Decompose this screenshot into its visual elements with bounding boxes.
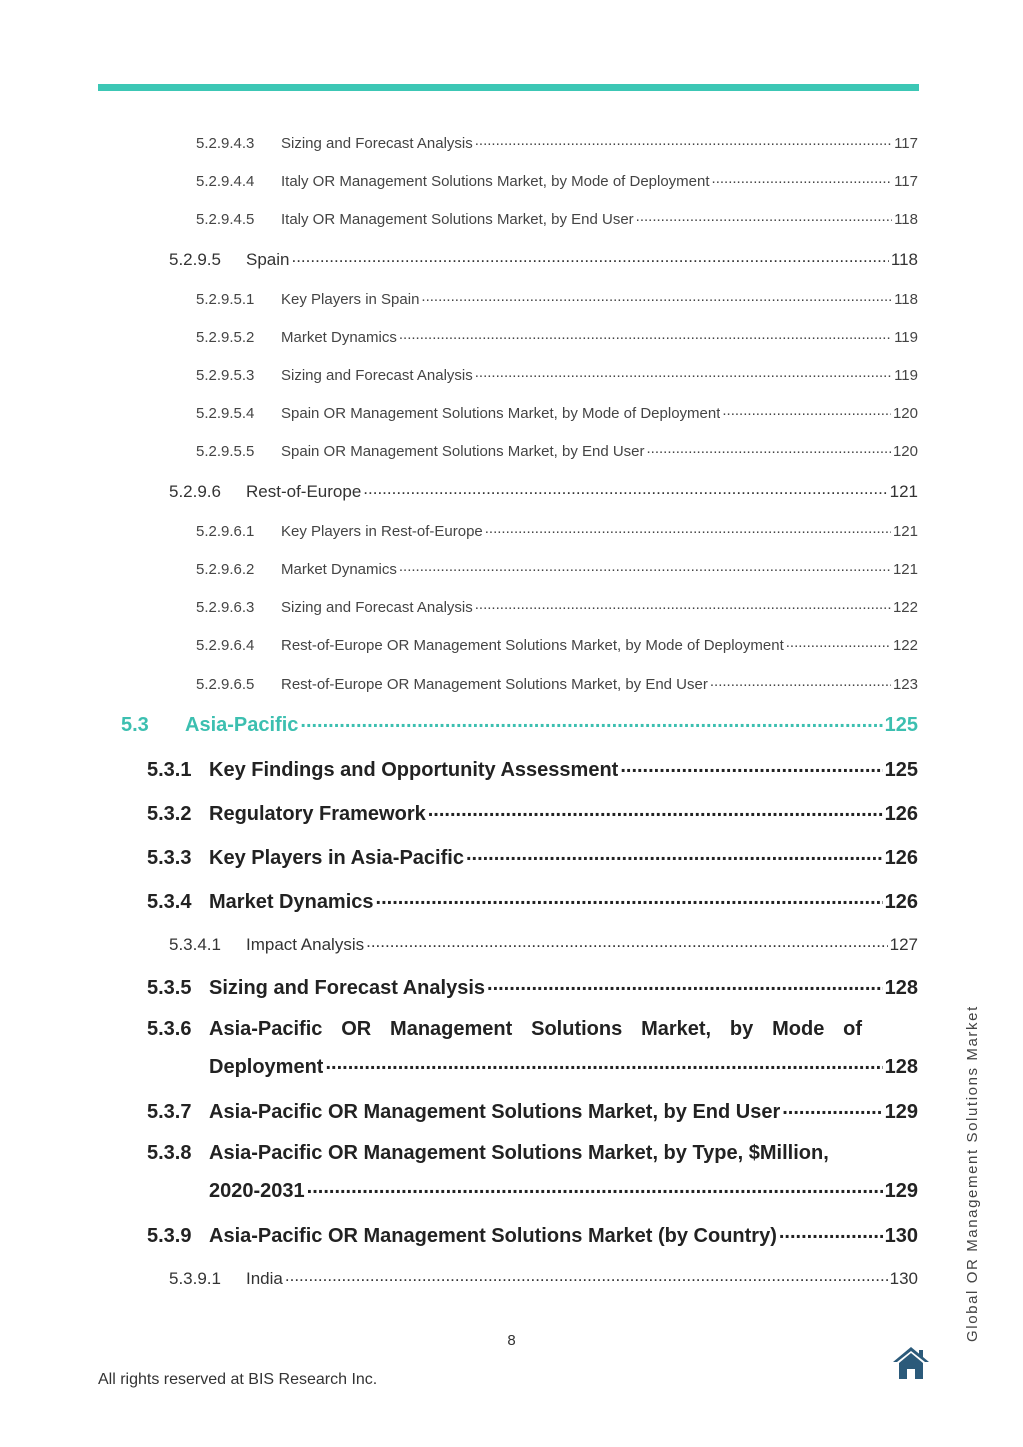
toc-entry-number: 5.3.4.1	[169, 935, 221, 954]
toc-entry-title: Market Dynamics	[209, 891, 374, 913]
page-number: 8	[507, 1332, 516, 1349]
toc-entry-title: Regulatory Framework	[209, 803, 426, 825]
toc-entry-page: 120	[892, 405, 918, 422]
toc-entry-page: 118	[890, 250, 918, 269]
toc-entry-page: 117	[894, 135, 918, 152]
toc-entry-title: Sizing and Forecast Analysis	[281, 599, 473, 616]
toc-entry-title: Market Dynamics	[281, 561, 397, 578]
toc-entry-title: Italy OR Management Solutions Market, by End User	[281, 211, 634, 228]
dot-leader	[786, 635, 891, 650]
dot-leader	[636, 209, 892, 224]
toc-entry-title: India	[246, 1269, 283, 1288]
toc-entry-page: 117	[894, 173, 918, 190]
home-icon[interactable]	[891, 1345, 931, 1381]
toc-entry[interactable]	[196, 365, 918, 384]
toc-entry-page: 121	[892, 523, 918, 540]
dot-leader	[475, 365, 892, 380]
toc-entry-title: Asia-Pacific OR Management Solutions Market (by Country)	[209, 1225, 777, 1247]
toc-entry-page: 125	[884, 759, 918, 781]
toc-entry-page: 121	[889, 482, 918, 501]
toc-entry[interactable]	[196, 559, 918, 578]
toc-entry-title: Key Findings and Opportunity Assessment	[209, 759, 619, 781]
toc-entry[interactable]	[196, 441, 918, 460]
dot-leader	[782, 1098, 882, 1118]
toc-entry-title: Rest-of-Europe	[246, 482, 362, 501]
toc-entry-page: 128	[884, 1056, 918, 1078]
toc-entry-page: 127	[889, 935, 918, 954]
toc-entry-title: Spain OR Management Solutions Market, by Mode of Deployment	[281, 405, 721, 422]
toc-entry-title: Impact Analysis	[246, 935, 365, 954]
side-document-title: Global OR Management Solutions Market	[964, 1005, 981, 1342]
toc-entry[interactable]	[147, 844, 918, 870]
toc-entry-title: Market Dynamics	[281, 329, 397, 346]
toc-entry[interactable]	[196, 133, 918, 152]
toc-entry-number: 5.2.9.5.5	[196, 443, 255, 460]
toc-entry-page: 126	[884, 891, 918, 913]
toc-entry[interactable]	[169, 480, 918, 502]
toc-entry-page: 121	[892, 561, 918, 578]
toc-entry-number: 5.2.9.4.4	[196, 173, 255, 190]
dot-leader	[487, 974, 883, 994]
toc-entry[interactable]	[147, 888, 918, 914]
toc-entry-title: Key Players in Asia-Pacific	[209, 847, 464, 869]
toc-entry-number: 5.3	[121, 714, 149, 736]
toc-entry-number: 5.3.9	[147, 1225, 192, 1247]
toc-entry-page: 119	[894, 367, 918, 384]
toc-entry-number: 5.2.9.5.1	[196, 291, 255, 308]
toc-entry-number: 5.2.9.5.4	[196, 405, 255, 422]
toc-entry[interactable]	[147, 800, 918, 826]
toc-entry-number: 5.3.9.1	[169, 1269, 221, 1288]
dot-leader	[285, 1267, 888, 1284]
toc-entry-title: Asia-Pacific	[185, 714, 299, 736]
toc-entry-page: 126	[884, 803, 918, 825]
toc-entry-page: 130	[884, 1225, 918, 1247]
toc-entry-number: 5.3.4	[147, 891, 192, 913]
dot-leader	[399, 327, 892, 342]
toc-entry-title: Key Players in Rest-of-Europe	[281, 523, 483, 540]
dot-leader	[712, 171, 893, 186]
dot-leader	[363, 480, 887, 497]
toc-entry-page: 118	[894, 211, 918, 228]
toc-entry-number: 5.3.3	[147, 847, 192, 869]
toc-entry-page: 120	[892, 443, 918, 460]
toc-entry[interactable]	[196, 209, 918, 228]
toc-entry-title-line1: Asia-Pacific OR Management Solutions Market, by Mode of	[209, 1018, 863, 1040]
dot-leader	[779, 1222, 883, 1242]
dot-leader	[399, 559, 891, 574]
toc-entry-title-line2: 2020-2031 ..... 129	[209, 1177, 918, 1203]
toc-entry-title: Key Players in Spain	[281, 291, 420, 308]
toc-entry[interactable]	[196, 635, 918, 654]
toc-entry-number: 5.3.5	[147, 977, 192, 999]
toc-entry[interactable]	[196, 171, 918, 190]
toc-entry[interactable]	[196, 403, 918, 422]
toc-entry-number: 5.2.9.5.3	[196, 367, 255, 384]
toc-entry[interactable]	[147, 1098, 918, 1124]
toc-entry-title: Sizing and Forecast Analysis	[281, 367, 473, 384]
toc-entry[interactable]	[169, 248, 918, 270]
header-accent-bar	[98, 84, 919, 91]
toc-entry-title: Asia-Pacific OR Management Solutions Market, by End User	[209, 1101, 781, 1123]
toc-entry[interactable]	[169, 1267, 918, 1289]
toc-entry[interactable]	[147, 756, 918, 782]
toc-entry-number: 5.2.9.6	[169, 482, 221, 501]
toc-entry-number: 5.3.2	[147, 803, 192, 825]
toc-entry-page: 122	[892, 637, 918, 654]
toc-entry-title: Rest-of-Europe OR Management Solutions Market, by Mode of Deployment	[281, 637, 784, 654]
dot-leader	[722, 403, 891, 418]
toc-entry-title: Sizing and Forecast Analysis	[281, 135, 473, 152]
dot-leader	[475, 597, 891, 612]
toc-entry-title: Italy OR Management Solutions Market, by Mode of Deployment	[281, 173, 710, 190]
toc-entry-page: 122	[892, 599, 918, 616]
dot-leader	[475, 133, 892, 148]
toc-section-heading[interactable]	[121, 711, 918, 737]
toc-entry-title: Rest-of-Europe OR Management Solutions Market, by End User	[281, 676, 708, 693]
toc-entry-number: 5.2.9.4.3	[196, 135, 255, 152]
dot-leader	[366, 933, 888, 950]
toc-entry-page: 126	[884, 847, 918, 869]
toc-entry-page: 128	[884, 977, 918, 999]
toc-entry[interactable]	[196, 289, 918, 308]
toc-entry[interactable]	[196, 521, 918, 540]
toc-entry-page: 119	[894, 329, 918, 346]
toc-entry-number: 5.2.9.5.2	[196, 329, 255, 346]
dot-leader	[376, 888, 883, 908]
toc-entry-page: 130	[889, 1269, 918, 1288]
toc-entry-title: Spain OR Management Solutions Market, by End User	[281, 443, 645, 460]
toc-entry-number: 5.3.1	[147, 759, 192, 781]
toc-entry[interactable]	[196, 674, 918, 693]
copyright-footer: All rights reserved at BIS Research Inc.	[98, 1371, 378, 1388]
toc-entry-number: 5.3.7	[147, 1101, 192, 1123]
toc-entry-title-line2: Deployment ..... 128	[209, 1053, 918, 1079]
dot-leader	[485, 521, 891, 536]
toc-entry[interactable]	[169, 933, 918, 955]
dot-leader	[428, 800, 883, 820]
toc-entry-page: 125	[884, 714, 918, 736]
toc-entry-title: Spain	[246, 250, 290, 269]
dot-leader	[647, 441, 891, 456]
toc-entry-number: 5.2.9.6.3	[196, 599, 255, 616]
toc-entry-number: 5.2.9.6.2	[196, 561, 255, 578]
toc-entry-page: 129	[884, 1101, 918, 1123]
dot-leader	[307, 1177, 883, 1197]
toc-entry-page: 123	[892, 676, 918, 693]
dot-leader	[291, 248, 888, 265]
toc-entry[interactable]	[147, 974, 918, 1000]
toc-entry-title-line1: Asia-Pacific OR Management Solutions Market, by Type, $Million,	[209, 1142, 829, 1164]
toc-entry-number: 5.2.9.5	[169, 250, 221, 269]
toc-entry-title: Sizing and Forecast Analysis	[209, 977, 486, 999]
toc-entry[interactable]	[147, 1222, 918, 1248]
toc-entry[interactable]	[196, 327, 918, 346]
toc-entry-number: 5.2.9.4.5	[196, 211, 255, 228]
toc-entry-number: 5.3.6	[147, 1018, 192, 1040]
dot-leader	[620, 756, 882, 776]
toc-entry-number: 5.2.9.6.5	[196, 676, 255, 693]
toc-entry-page: 118	[894, 291, 918, 308]
toc-entry-page: 129	[884, 1180, 918, 1202]
dot-leader	[466, 844, 883, 864]
dot-leader	[300, 711, 882, 731]
toc-entry-number: 5.3.8	[147, 1142, 192, 1164]
dot-leader	[325, 1053, 882, 1073]
dot-leader	[421, 289, 892, 304]
dot-leader	[710, 674, 891, 689]
toc-entry-number: 5.2.9.6.4	[196, 637, 255, 654]
toc-entry[interactable]	[196, 597, 918, 616]
toc-entry-number: 5.2.9.6.1	[196, 523, 255, 540]
